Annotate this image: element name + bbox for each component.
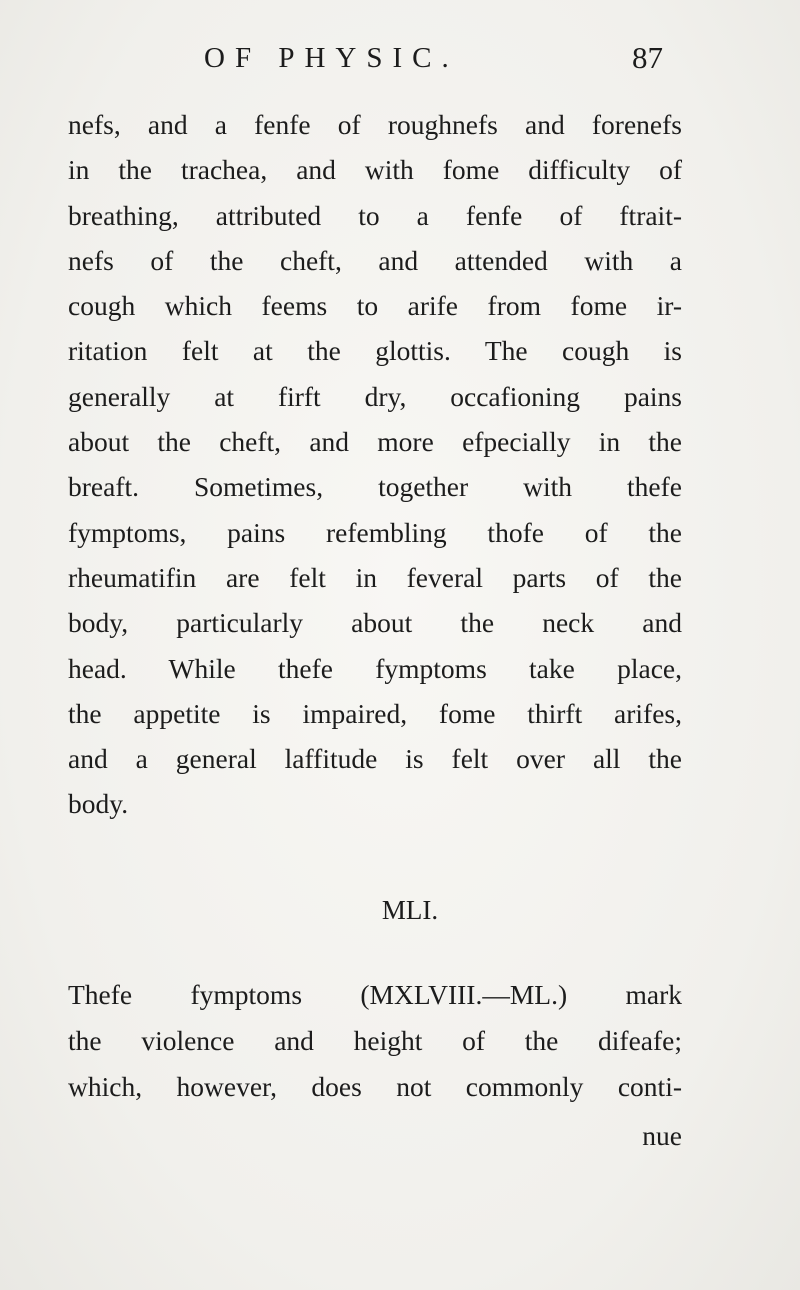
text-line: the appetite is impaired, fome thirft arifes, (68, 697, 682, 729)
page-number: 87 (632, 40, 663, 75)
text-line: and a general laffitude is felt over all the (68, 743, 682, 775)
catchword: nue (642, 1120, 682, 1151)
text-line: cough which feems to arife from fome ir- (68, 290, 682, 322)
text-line: rheumatifin are felt in feveral parts of the (68, 561, 682, 593)
running-header (0, 36, 800, 80)
body-text (68, 102, 682, 827)
text-line: fymptoms, pains refembling thofe of the (68, 516, 682, 548)
text-line: the violence and height of the difeafe; (68, 1025, 682, 1056)
text-line: which, however, does not commonly conti- (68, 1071, 682, 1102)
text-line-paragraph-end: body. (68, 788, 129, 820)
text-line: body, particularly about the neck and (68, 607, 682, 639)
text-line: head. While thefe fymptoms take place, (68, 652, 682, 684)
section-text (68, 972, 682, 1110)
text-line: Thefe fymptoms (MXLVIII.—ML.) mark (68, 979, 682, 1010)
text-line: generally at firft dry, occafioning pains (68, 380, 682, 412)
text-line: in the trachea, and with fome difficulty of (68, 154, 682, 186)
text-line: nefs of the cheft, and attended with a (68, 244, 682, 276)
text-line: about the cheft, and more efpecially in the (68, 426, 682, 458)
text-line: breathing, attributed to a fenfe of ftrait- (68, 199, 682, 231)
text-line: nefs, and a fenfe of roughnefs and forenefs (68, 109, 682, 140)
running-title: OF PHYSIC. (204, 42, 459, 74)
section-heading: MLI. (381, 895, 439, 925)
text-line: breaft. Sometimes, together with thefe (68, 471, 682, 503)
text-line: ritation felt at the glottis. The cough is (68, 335, 682, 367)
